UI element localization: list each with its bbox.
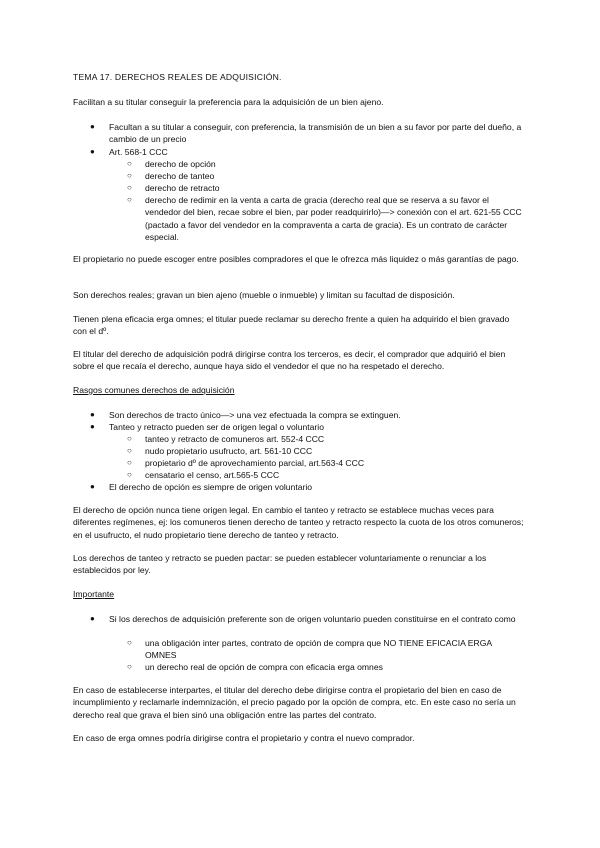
- paragraph: Son derechos reales; gravan un bien ajeno (mueble o inmueble) y limitan su facultad de disposición.: [73, 290, 455, 300]
- bullet-icon: ●: [90, 422, 95, 431]
- paragraph: Los derechos de tanteo y retracto se pueden pactar: se pueden establecer voluntariamente o renunciar a los establecidos por ley.: [73, 553, 487, 576]
- sub-bullet-icon: ○: [127, 183, 132, 192]
- paragraph: Tienen plena eficacia erga omnes; el titular puede reclamar su derecho frente a quien ha adquirido el bien gravado con el dº.: [73, 314, 510, 337]
- sub-list-item: un derecho real de opción de compra con eficacia erga omnes: [145, 662, 383, 672]
- sub-bullet-icon: ○: [127, 171, 132, 180]
- sub-list-item: derecho de opción: [145, 159, 216, 169]
- list-item: Tanteo y retracto pueden ser de origen legal o voluntario: [109, 422, 324, 432]
- section-heading: Importante: [73, 589, 115, 599]
- sub-list-item: derecho de tanteo: [145, 171, 215, 181]
- bullet-icon: ●: [90, 122, 95, 131]
- sub-bullet-icon: ○: [127, 458, 132, 467]
- paragraph: El derecho de opción nunca tiene origen legal. En cambio el tanteo y retracto se establece muchas veces para diferentes regímenes, ej: los comuneros tienen derecho de tanteo y retracto respecto la cuota de los otros comuneros; en el usufructo, el nudo propietario tiene derecho de tanteo y retracto.: [73, 505, 524, 540]
- sub-bullet-icon: ○: [127, 195, 132, 204]
- sub-list-item: tanteo y retracto de comuneros art. 552-4 CCC: [145, 434, 325, 444]
- sub-bullet-icon: ○: [127, 662, 132, 671]
- sub-list-item: derecho de redimir en la venta a carta de gracia (derecho real que se reserva a su favor el vendedor del bien, recae sobre el bien, par poder readquirirlo)—> conexión con el art. 621-55 CCC (pactado a favor del vendedor en la compraventa a carta de gracia). Es un contrato de carácter especial.: [145, 195, 522, 243]
- intro-paragraph: Facilitan a su titular conseguir la preferencia para la adquisición de un bien ajeno.: [73, 97, 384, 107]
- sub-list-item: censatario el censo, art.565-5 CCC: [145, 470, 280, 480]
- sub-list-item: propietario dº de aprovechamiento parcial, art.563-4 CCC: [145, 458, 365, 468]
- paragraph: El propietario no puede escoger entre posibles compradores el que le ofrezca más liquidez o más garantías de pago.: [73, 254, 519, 264]
- paragraph: En caso de establecerse interpartes, el titular del derecho debe dirigirse contra el propietario del bien en caso de incumplimiento y reclamarle indemnización, el precio pagado por la opción de compra, etc. En este caso no sería un derecho real que grava el bien sinó una obligación entre las partes del contrato.: [73, 685, 516, 720]
- paragraph: En caso de erga omnes podría dirigirse contra el propietario y contra el nuevo comprador.: [73, 733, 415, 743]
- section-heading: Rasgos comunes derechos de adquisición: [73, 385, 235, 395]
- bullet-icon: ●: [90, 482, 95, 491]
- list-item: Facultan a su titular a conseguir, con preferencia, la transmisión de un bien a su favor por parte del dueño, a cambio de un precio: [109, 122, 522, 145]
- list-item: El derecho de opción es siempre de origen voluntario: [109, 482, 313, 492]
- sub-list-item: nudo propietario usufructo, art. 561-10 CCC: [145, 446, 313, 456]
- sub-list-item: una obligación inter partes, contrato de opción de compra que NO TIENE EFICACIA ERGA OMNES: [145, 638, 492, 661]
- list-item: Art. 568-1 CCC: [109, 147, 168, 157]
- document-title: TEMA 17. DERECHOS REALES DE ADQUISICIÓN.: [73, 72, 282, 82]
- sub-list-item: derecho de retracto: [145, 183, 220, 193]
- bullet-icon: ●: [90, 410, 95, 419]
- sub-bullet-icon: ○: [127, 159, 132, 168]
- bullet-icon: ●: [90, 147, 95, 156]
- sub-bullet-icon: ○: [127, 470, 132, 479]
- list-item: Si los derechos de adquisición preferente son de origen voluntario pueden constituirse en el contrato como: [109, 614, 516, 624]
- list-item: Son derechos de tracto único—> una vez efectuada la compra se extinguen.: [109, 410, 401, 420]
- sub-bullet-icon: ○: [127, 638, 132, 647]
- sub-bullet-icon: ○: [127, 434, 132, 443]
- bullet-icon: ●: [90, 614, 95, 623]
- paragraph: El titular del derecho de adquisición podrá dirigirse contra los terceros, es decir, el comprador que adquirió el bien sobre el que recaía el derecho, aunque haya sido el vendedor el que no ha respetado el derecho.: [73, 349, 506, 372]
- sub-bullet-icon: ○: [127, 446, 132, 455]
